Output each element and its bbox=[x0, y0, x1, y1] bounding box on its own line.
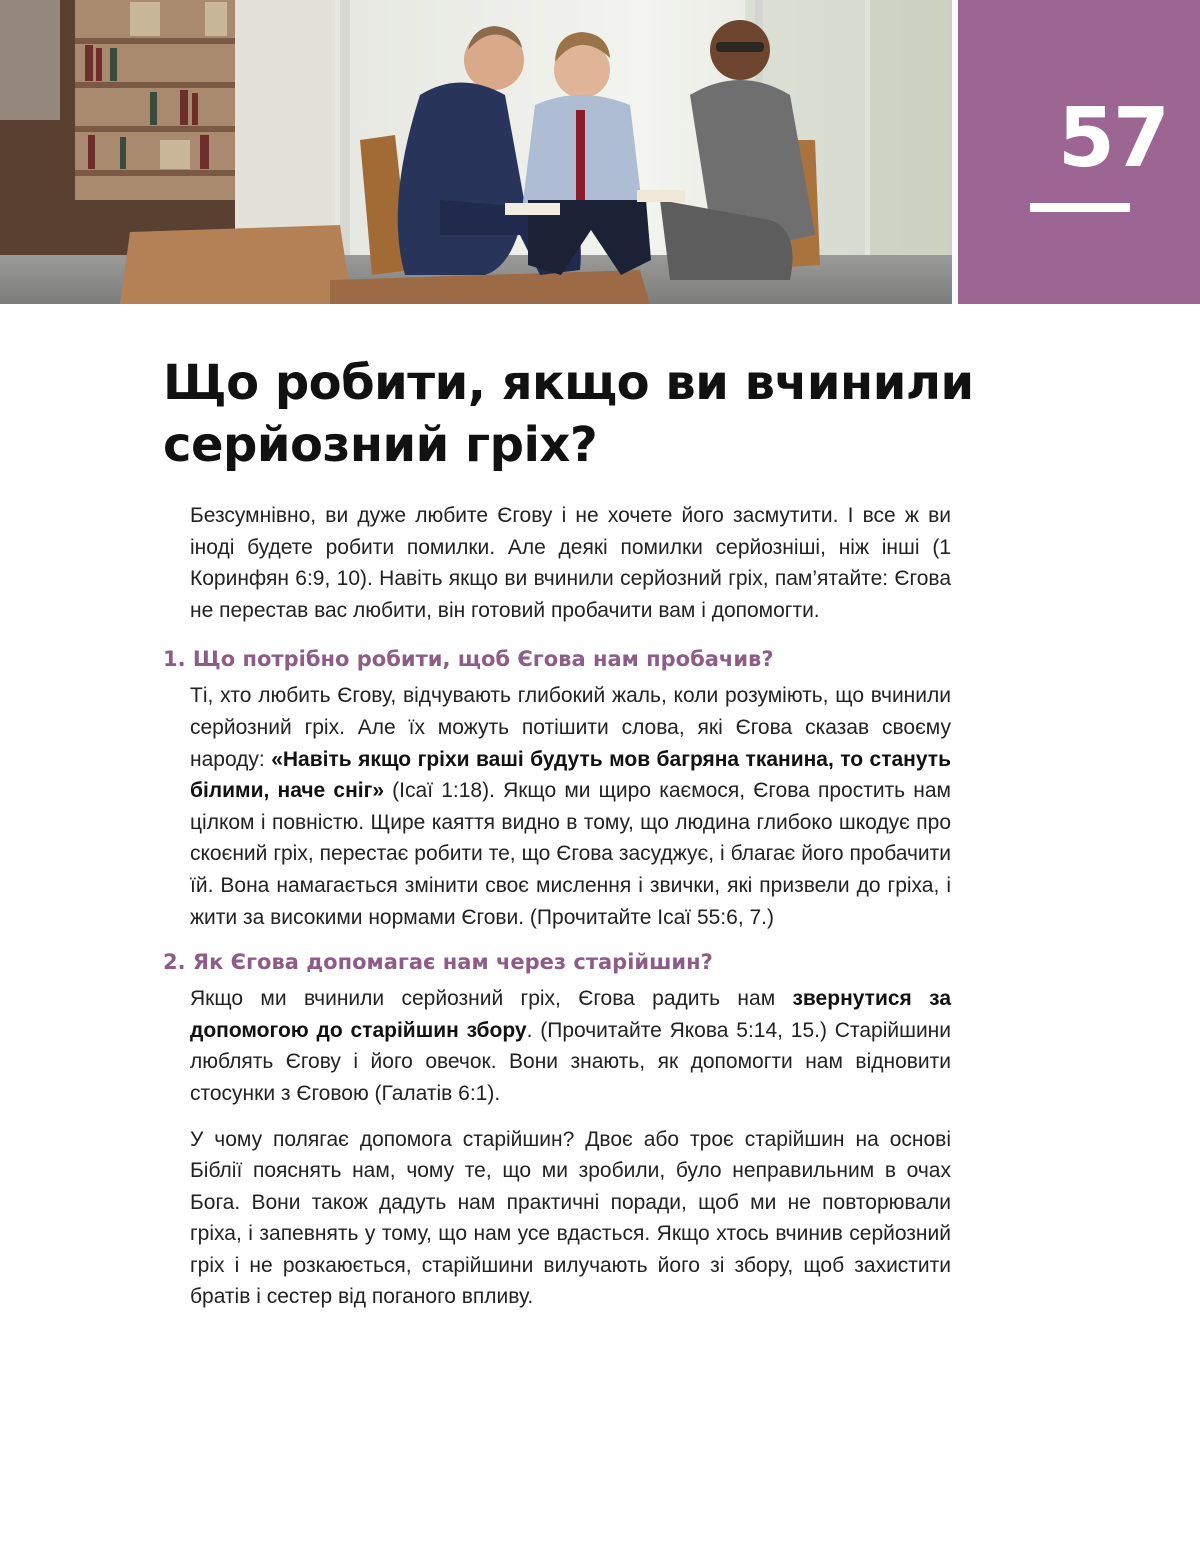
section-1-text-end: (Ісаї 1:18). Якщо ми щиро каємося, Єгова простить нам цілком і повністю. Щире каяття видно в тому, що людина глибоко шкодує про скоєний гріх, перестає робити те, що Єгова засуджує, і благає його пробачити їй. Вона намагається змінити своє мислення і звички, які призвели до гріха, і жити за високими нормами Єгови. (Прочитайте Ісаї 55:6, 7.) bbox=[190, 779, 951, 929]
section-1-title: Що потрібно робити, щоб Єгова нам пробачив? bbox=[192, 647, 774, 672]
lesson-content bbox=[163, 500, 951, 1327]
section-1-paragraph bbox=[190, 680, 951, 933]
section-2-number: 2. bbox=[163, 950, 186, 975]
intro-paragraph: Безсумнівно, ви дуже любите Єгову і не хочете його засмутити. І все ж ви іноді будете робити помилки. Але деякі помилки серйозніші, ніж інші (1 Коринфян 6:9, 10). Навіть якщо ви вчинили серйозний гріх, пам’ятайте: Єгова не перестав вас любити, він готовий пробачити вам і допомогти. bbox=[190, 504, 951, 622]
section-2-text-start: Якщо ми вчинили серйозний гріх, Єгова радить нам bbox=[190, 987, 793, 1011]
header-photo bbox=[0, 0, 952, 304]
lesson-number-block bbox=[958, 0, 1200, 304]
section-2-text-end: . (Прочитайте Якова 5:14, 15.) Старійшини люблять Єгову і його овечок. Вони знають, як допомогти нам відновити стосунки з Єговою (Галатів 6:1). bbox=[190, 1018, 951, 1105]
lesson-number-underline bbox=[1030, 203, 1130, 212]
photo-illustration bbox=[0, 0, 952, 304]
section-2-title: Як Єгова допомагає нам через старійшин? bbox=[192, 950, 713, 975]
section-1-bible-quote: «Навіть якщо гріхи ваші будуть мов багряна тканина, то стануть білими, наче сніг» bbox=[190, 747, 951, 803]
section-1-heading bbox=[163, 644, 951, 674]
lesson-number: 57 bbox=[1057, 91, 1168, 186]
section-1-text-start: Ті, хто любить Єгову, відчувають глибокий жаль, коли розуміють, що вчинили серйозний гріх. Але їх можуть потішити слова, які Єгова сказав своєму народу: bbox=[190, 684, 951, 771]
section-2-paragraph-1 bbox=[190, 983, 951, 1109]
section-2-heading bbox=[163, 947, 951, 977]
section-1-number: 1. bbox=[163, 647, 186, 672]
section-2-paragraph-2: У чому полягає допомога старійшин? Двоє або троє старійшин на основі Біблії пояснять нам, чому те, що ми зробили, було неправильним в очах Бога. Вони також дадуть нам практичні поради, щоб ми не повторювали гріха, і запевнять у тому, що нам усе вдасться. Якщо хтось вчинив серйозний гріх і не розкаюється, старійшини вилучають його зі збору, щоб захистити братів і сестер від поганого впливу. bbox=[190, 1127, 951, 1309]
section-2-emphasis: звернутися за допомогою до старійшин збору bbox=[190, 987, 951, 1042]
page-title: Що робити, якщо ви вчинили серйозний гріх? bbox=[163, 355, 974, 473]
